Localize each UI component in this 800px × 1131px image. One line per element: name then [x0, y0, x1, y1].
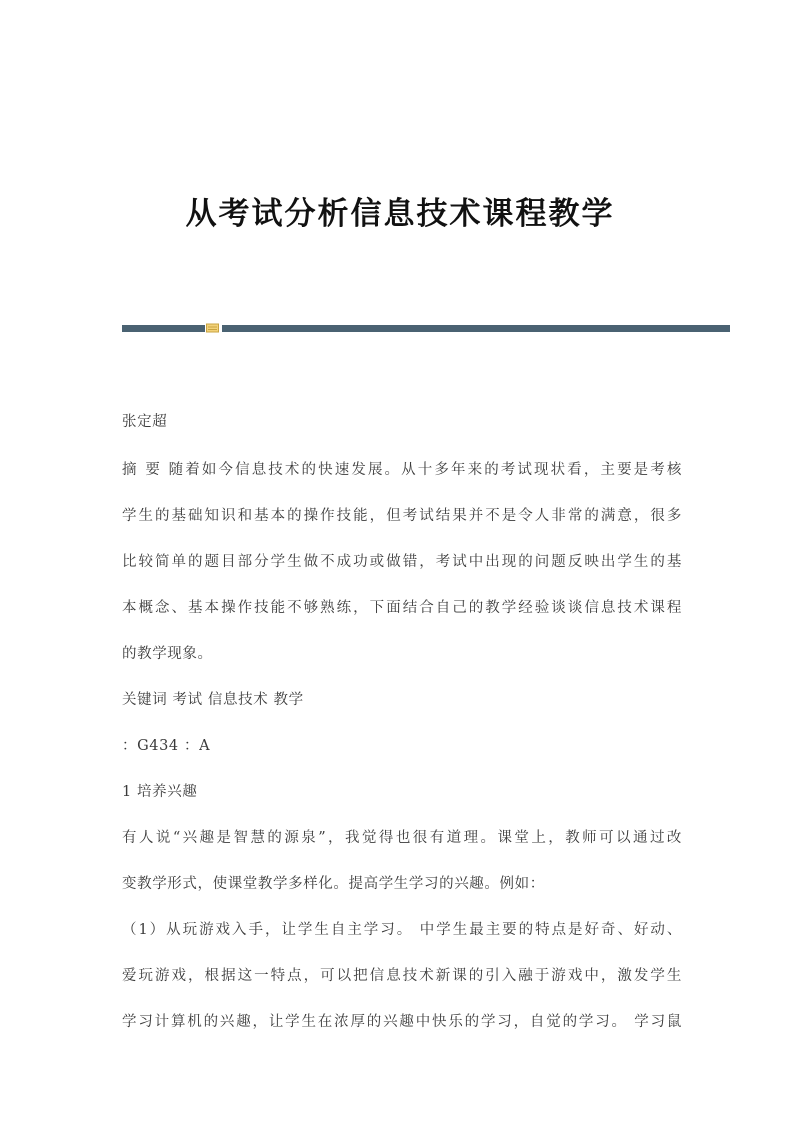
body-line: 摘 要 随着如今信息技术的快速发展。从十多年来的考试现状看，主要是考核 — [122, 462, 682, 478]
body-line: 1 培养兴趣 — [122, 784, 198, 800]
divider-ornament-icon — [206, 323, 219, 333]
body-line: （1）从玩游戏入手，让学生自主学习。 中学生最主要的特点是好奇、好动、 — [122, 922, 682, 938]
body-line: 关键词 考试 信息技术 教学 — [122, 692, 304, 708]
body-line: 本概念、基本操作技能不够熟练，下面结合自己的教学经验谈谈信息技术课程 — [122, 600, 682, 616]
title-divider-left — [122, 325, 205, 332]
body-line: 的教学现象。 — [122, 646, 213, 662]
body-line: ：G434 ：A — [122, 738, 211, 754]
body-line: 学生的基础知识和基本的操作技能，但考试结果并不是令人非常的满意，很多 — [122, 508, 682, 524]
body-line: 变教学形式，使课堂教学多样化。提高学生学习的兴趣。例如： — [122, 876, 545, 892]
title-divider-right — [222, 325, 730, 332]
body-line: 有人说“兴趣是智慧的源泉”，我觉得也很有道理。课堂上，教师可以通过改 — [122, 830, 682, 846]
body-line: 比较简单的题目部分学生做不成功或做错，考试中出现的问题反映出学生的基 — [122, 554, 682, 570]
author-name: 张定超 — [122, 414, 168, 430]
document-title: 从考试分析信息技术课程教学 — [185, 196, 615, 232]
body-line: 爱玩游戏，根据这一特点，可以把信息技术新课的引入融于游戏中，激发学生 — [122, 968, 682, 984]
body-line: 学习计算机的兴趣，让学生在浓厚的兴趣中快乐的学习，自觉的学习。 学习鼠 — [122, 1014, 682, 1030]
